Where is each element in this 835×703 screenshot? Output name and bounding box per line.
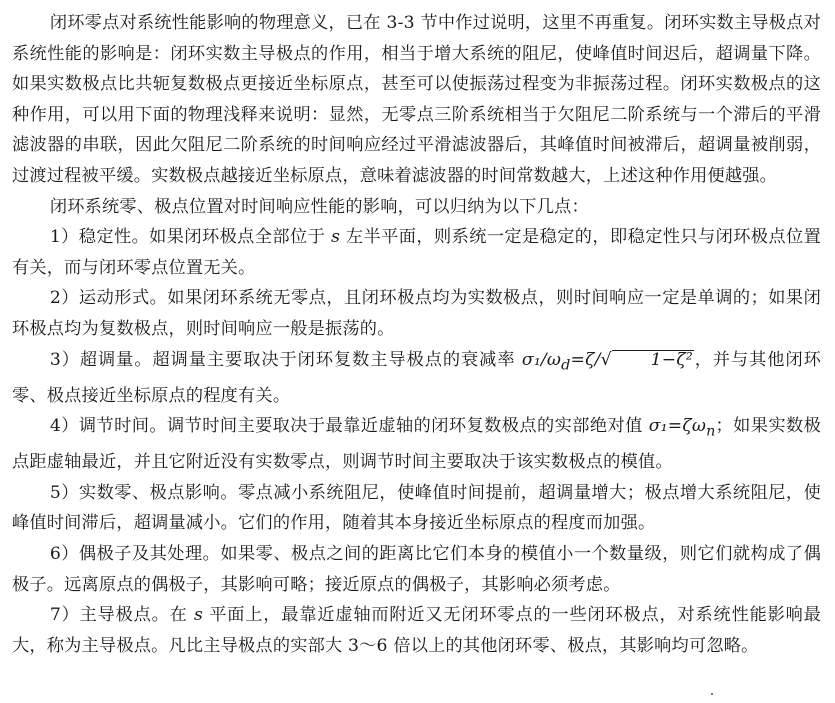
item-text: 7）主导极点。在 xyxy=(49,605,194,626)
item-text: 平面上，最靠近虚轴而附近又无闭环零点的一些闭环极点，对系统性能影响最大，称为主导极点。凡比主导极点的实部大 3～6 倍以上的其他闭环零、极点，其影响均可忽略。 xyxy=(12,605,822,656)
item-text: 左半平面，则系统一定是稳定的，即稳定性只与闭环极点位置有关，而与闭环零点位置无关。 xyxy=(12,227,821,278)
sqrt-sign: √ xyxy=(600,349,612,370)
item-text: 4）调节时间。调节时间主要取决于最靠近虚轴的闭环复数极点的实部绝对值 xyxy=(49,416,649,437)
list-item-motion-form: 2）运动形式。如果闭环系统无零点，且闭环极点均为实数极点，则时间响应一定是单调的；如果闭环极点均为复数极点，则时间响应一般是振荡的。 xyxy=(12,288,821,339)
item-text: ；如果实数极点距虚轴最近，并且它附近没有实数零点，则调节时间主要取决于该实数极点的模值。 xyxy=(12,416,822,473)
list-item-dipole: 6）偶极子及其处理。如果零、极点之间的距离比它们本身的模值小一个数量级，则它们就构成了偶极子。远离原点的偶极子，其影响可略；接近原点的偶极子，其影响必须考虑。 xyxy=(12,543,821,595)
decay-rate-formula xyxy=(521,349,694,373)
sqrt-radicand: 1−ζ² xyxy=(612,350,694,370)
list-item-settling-time xyxy=(12,411,821,478)
symbol-s: s xyxy=(193,605,203,626)
item-text: 1）稳定性。如果闭环极点全部位于 xyxy=(49,227,332,248)
scan-speck xyxy=(711,693,713,695)
paragraph-real-pole-effect: 闭环零点对系统性能影响的物理意义，已在 3-3 节中作过说明，这里不再重复。闭环实数主导极点对系统性能的影响是：闭环实数主导极点的作用，相当于增大系统的阻尼，使峰值时间迟后，超调量下降。如果实数极点比共轭复数极点更接近坐标原点，甚至可以使振荡过程变为非振荡过程。闭环实数极点的这种作用，可以用下面的物理浅释来说明：显然，无零点三阶系统相当于欠阻尼二阶系统与一个滞后的平滑滤波器的串联，因此欠阻尼二阶系统的时间响应经过平滑滤波器后，其峰值时间被滞后，超调量被削弱，过渡过程被平缓。实数极点越接近坐标原点，意味着滤波器的时间常数越大，上述这种作用便越强。 xyxy=(12,13,821,186)
formula-part: σ₁/ω xyxy=(521,349,562,370)
formula-subscript: d xyxy=(561,356,571,373)
list-item-overshoot xyxy=(12,345,821,412)
paragraph-summary-intro: 闭环系统零、极点位置对时间响应性能的影响，可以归纳为以下几点： xyxy=(49,196,589,217)
formula-part: =ζ/ xyxy=(570,349,601,370)
list-item-dominant-pole xyxy=(12,600,821,661)
list-item-real-zero-pole: 5）实数零、极点影响。零点减小系统阻尼，使峰值时间提前，超调量增大；极点增大系统阻尼，使峰值时间滞后，超调量减小。它们的作用，随着其本身接近坐标原点的程度而加强。 xyxy=(12,482,821,534)
formula-part: σ₁=ζω xyxy=(648,416,707,437)
real-part-formula xyxy=(648,416,716,440)
list-item-stability xyxy=(12,222,821,283)
item-text: 3）超调量。超调量主要取决于闭环复数主导极点的衰减率 xyxy=(49,349,522,370)
formula-subscript: n xyxy=(706,423,716,440)
symbol-s: s xyxy=(331,227,341,248)
item-text: ，并与其他闭环零、极点接近坐标原点的程度有关。 xyxy=(12,349,821,406)
